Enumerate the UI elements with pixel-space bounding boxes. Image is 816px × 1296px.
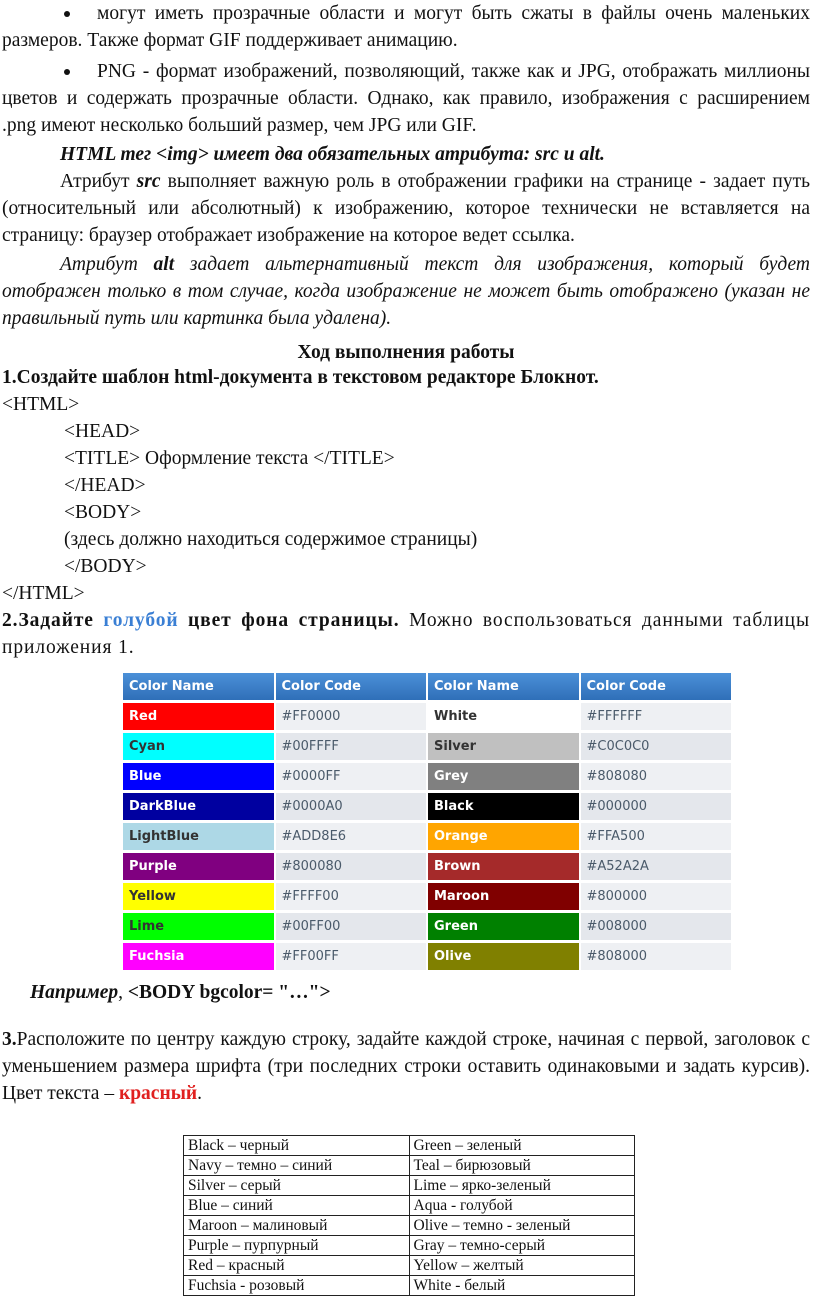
code-head-open: <HEAD> bbox=[64, 421, 141, 442]
code-body-open: <BODY> bbox=[64, 502, 142, 523]
bilingual-table-row bbox=[184, 1216, 635, 1236]
color-name-cell: Cyan bbox=[123, 733, 274, 760]
color-code-cell: #00FFFF bbox=[276, 733, 427, 760]
code-head-close: </HEAD> bbox=[64, 475, 146, 496]
step-2-bold-end: цвет фона страницы. bbox=[178, 610, 400, 631]
color-name-cell: Silver bbox=[428, 733, 579, 760]
color-name-cell: Yellow bbox=[123, 883, 274, 910]
bullet-png bbox=[2, 58, 810, 139]
color-name-cell: Maroon bbox=[428, 883, 579, 910]
color-code-cell: #ADD8E6 bbox=[276, 823, 427, 850]
code-title: <TITLE> Оформление текста </TITLE> bbox=[64, 448, 395, 469]
bilingual-table-cell: Fuchsia - розовый bbox=[184, 1276, 410, 1296]
alt-text-start: Атрибут bbox=[60, 254, 154, 275]
html-template-code bbox=[2, 391, 810, 607]
src-paragraph bbox=[2, 168, 810, 249]
color-code-cell: #0000FF bbox=[276, 763, 427, 790]
bilingual-table-cell: Gray – темно-серый bbox=[409, 1236, 635, 1256]
header-color-name-2: Color Name bbox=[428, 673, 579, 700]
color-table-row bbox=[123, 883, 731, 910]
color-table-row bbox=[123, 913, 731, 940]
color-code-cell: #FFA500 bbox=[581, 823, 732, 850]
bullet-png-line-3: .png имеют несколько больший размер, чем JPG или GIF. bbox=[2, 115, 477, 136]
bilingual-table-cell: Olive – темно - зеленый bbox=[409, 1216, 635, 1236]
bilingual-table-row bbox=[184, 1136, 635, 1156]
color-table-header bbox=[123, 673, 731, 700]
bilingual-table-cell: Maroon – малиновый bbox=[184, 1216, 410, 1236]
header-color-code-2: Color Code bbox=[581, 673, 732, 700]
bilingual-table-cell: Green – зеленый bbox=[409, 1136, 635, 1156]
src-text-start: Атрибут bbox=[60, 171, 137, 192]
color-code-cell: #00FF00 bbox=[276, 913, 427, 940]
step-2-blue-word: голубой bbox=[103, 610, 179, 631]
step-3-text: Расположите по центру каждую строку, задайте каждой строке, начиная с первой, заголовок с уменьшением размера шрифта (три последних строки оставить одинаковыми и задать курсив). Цвет текста – bbox=[2, 1029, 810, 1104]
bullet-gif-line-1: могут иметь прозрачные области и могут быть сжаты в файлы очень маленьких bbox=[97, 3, 810, 24]
color-code-cell: #FFFFFF bbox=[581, 703, 732, 730]
color-table-row bbox=[123, 733, 731, 760]
color-name-cell: DarkBlue bbox=[123, 793, 274, 820]
color-name-cell: White bbox=[428, 703, 579, 730]
color-name-cell: Grey bbox=[428, 763, 579, 790]
color-code-cell: #A52A2A bbox=[581, 853, 732, 880]
color-code-cell: #808080 bbox=[581, 763, 732, 790]
example-line bbox=[2, 979, 810, 1006]
code-content: (здесь должно находиться содержимое страницы) bbox=[64, 529, 478, 550]
bilingual-table-cell: Silver – серый bbox=[184, 1176, 410, 1196]
step-3-number: 3. bbox=[2, 1029, 17, 1050]
bilingual-table-cell: Lime – ярко-зеленый bbox=[409, 1176, 635, 1196]
section-title: Ход выполнения работы bbox=[297, 342, 515, 363]
bilingual-table-cell: Aqua - голубой bbox=[409, 1196, 635, 1216]
bilingual-table-row bbox=[184, 1156, 635, 1176]
color-table-row bbox=[123, 793, 731, 820]
bilingual-table-row bbox=[184, 1196, 635, 1216]
color-code-cell: #FFFF00 bbox=[276, 883, 427, 910]
color-name-cell: Brown bbox=[428, 853, 579, 880]
bilingual-table-row bbox=[184, 1176, 635, 1196]
alt-paragraph bbox=[2, 251, 810, 332]
bilingual-table-cell: Teal – бирюзовый bbox=[409, 1156, 635, 1176]
bilingual-table-cell: White - белый bbox=[409, 1276, 635, 1296]
color-table-row bbox=[123, 703, 731, 730]
color-name-cell: Red bbox=[123, 703, 274, 730]
color-code-cell: #0000A0 bbox=[276, 793, 427, 820]
bilingual-table-row bbox=[184, 1236, 635, 1256]
color-code-cell: #FF00FF bbox=[276, 943, 427, 970]
step-3-red-word: красный bbox=[118, 1083, 198, 1104]
color-table-row bbox=[123, 763, 731, 790]
code-html-close: </HTML> bbox=[2, 583, 85, 604]
bilingual-table-row bbox=[184, 1276, 635, 1296]
step-2-rest: Можно воспользоваться данными таблицы приложения 1. bbox=[2, 610, 810, 658]
bilingual-table-cell: Black – черный bbox=[184, 1136, 410, 1156]
step-2 bbox=[2, 607, 810, 661]
header-color-code-1: Color Code bbox=[276, 673, 427, 700]
step-2-bold-start: Задайте bbox=[18, 610, 104, 631]
bullet-gif-line-2: размеров. Также формат GIF поддерживает анимацию. bbox=[2, 30, 458, 51]
color-code-cell: #FF0000 bbox=[276, 703, 427, 730]
step-3 bbox=[2, 1026, 810, 1107]
color-name-cell: Orange bbox=[428, 823, 579, 850]
example-comma: , bbox=[118, 982, 128, 1003]
color-table-row bbox=[123, 823, 731, 850]
color-code-cell: #800000 bbox=[581, 883, 732, 910]
color-table-row bbox=[123, 853, 731, 880]
bullet-gif bbox=[2, 0, 810, 54]
bilingual-table-cell: Blue – синий bbox=[184, 1196, 410, 1216]
bilingual-table-cell: Purple – пурпурный bbox=[184, 1236, 410, 1256]
color-name-cell: Purple bbox=[123, 853, 274, 880]
color-name-cell: LightBlue bbox=[123, 823, 274, 850]
step-2-number: 2. bbox=[2, 610, 19, 631]
color-name-cell: Lime bbox=[123, 913, 274, 940]
bullet-dot-icon bbox=[64, 11, 70, 17]
color-name-cell: Black bbox=[428, 793, 579, 820]
bullet-png-line-1: PNG - формат изображений, позволяющий, также как и JPG, отображать миллионы bbox=[97, 61, 810, 82]
alt-keyword: alt bbox=[153, 254, 175, 275]
color-code-cell: #000000 bbox=[581, 793, 732, 820]
example-label: Например bbox=[30, 982, 119, 1003]
example-code: <BODY bgcolor= "…"> bbox=[127, 982, 331, 1003]
bullet-png-line-2: цветов и содержать прозрачные области. Однако, как правило, изображения с расширением bbox=[2, 88, 810, 109]
code-html-open: <HTML> bbox=[2, 394, 80, 415]
step-1: 1.Создайте шаблон html-документа в текстовом редакторе Блокнот. bbox=[2, 367, 599, 388]
src-keyword: src bbox=[136, 171, 161, 192]
color-code-cell: #008000 bbox=[581, 913, 732, 940]
color-table-row bbox=[123, 943, 731, 970]
img-tag-heading: HTML тег <img> имеет два обязательных атрибута: src и alt. bbox=[60, 144, 605, 165]
color-code-cell: #C0C0C0 bbox=[581, 733, 732, 760]
step-3-end: . bbox=[197, 1083, 203, 1104]
bilingual-table-cell: Yellow – желтый bbox=[409, 1256, 635, 1276]
bullet-dot-icon bbox=[64, 69, 70, 75]
color-name-cell: Fuchsia bbox=[123, 943, 274, 970]
color-name-cell: Olive bbox=[428, 943, 579, 970]
color-name-cell: Green bbox=[428, 913, 579, 940]
src-text-rest: выполняет важную роль в отображении графики на странице - задает путь (относительный или абсолютный) к изображению, которое технически не вставляется на страницу: браузер отображает изображение на которое ведет ссылка. bbox=[2, 171, 810, 246]
code-body-close: </BODY> bbox=[64, 556, 147, 577]
bilingual-color-table bbox=[2, 1135, 810, 1296]
color-table bbox=[121, 670, 733, 973]
alt-text-rest: задает альтернативный текст для изображения, который будет отображен только в том случае, когда изображение не может быть отображено (указан не правильный путь или картинка была удалена). bbox=[2, 254, 810, 329]
bilingual-table-cell: Navy – темно – синий bbox=[184, 1156, 410, 1176]
bilingual-table-cell: Red – красный bbox=[184, 1256, 410, 1276]
color-code-cell: #800080 bbox=[276, 853, 427, 880]
header-color-name-1: Color Name bbox=[123, 673, 274, 700]
color-name-cell: Blue bbox=[123, 763, 274, 790]
color-code-cell: #808000 bbox=[581, 943, 732, 970]
